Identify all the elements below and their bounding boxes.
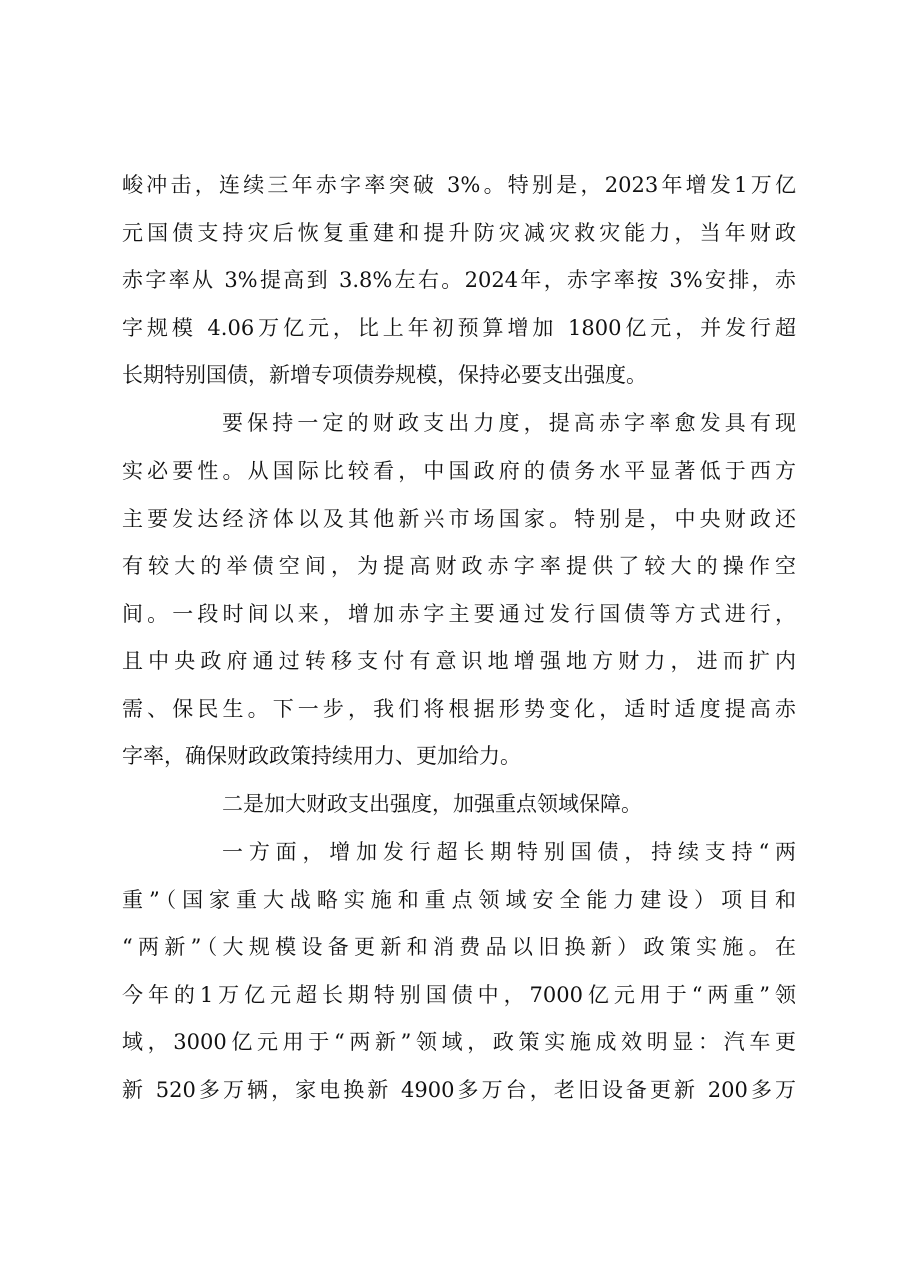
- paragraph-4-line-3: “两新”（大规模设备更新和消费品以旧换新）政策实施。在: [122, 935, 796, 959]
- paragraph-1-line-5: 长期特别国债，新增专项债券规模，保持必要支出强度。: [122, 363, 647, 387]
- paragraph-4-line-4: 今年的1万亿元超长期特别国债中，7000亿元用于“两重”领: [122, 983, 796, 1007]
- paragraph-1-line-1: 峻冲击，连续三年赤字率突破 3%。特别是，2023年增发1万亿: [122, 173, 796, 197]
- paragraph-2-line-4: 有较大的举债空间，为提高财政赤字率提供了较大的操作空: [122, 554, 796, 578]
- paragraph-2-line-5: 间。一段时间以来，增加赤字主要通过发行国债等方式进行，: [122, 602, 796, 626]
- paragraph-2-line-7: 需、保民生。下一步，我们将根据形势变化，适时适度提高赤: [122, 697, 796, 721]
- paragraph-4-line-1: 一方面，增加发行超长期特别国债，持续支持“两: [222, 840, 796, 864]
- paragraph-2-line-6: 且中央政府通过转移支付有意识地增强地方财力，进而扩内: [122, 649, 796, 673]
- paragraph-2-line-2: 实必要性。从国际比较看，中国政府的债务水平显著低于西方: [122, 459, 796, 483]
- paragraph-1-line-2: 元国债支持灾后恢复重建和提升防灾减灾救灾能力，当年财政: [122, 221, 796, 245]
- paragraph-1-line-3: 赤字率从 3%提高到 3.8%左右。2024年，赤字率按 3%安排，赤: [122, 268, 796, 292]
- paragraph-2-line-1: 要保持一定的财政支出力度，提高赤字率愈发具有现: [222, 411, 796, 435]
- paragraph-2-line-3: 主要发达经济体以及其他新兴市场国家。特别是，中央财政还: [122, 507, 796, 531]
- paragraph-2-line-8: 字率，确保财政政策持续用力、更加给力。: [122, 744, 521, 768]
- paragraph-4-line-2: 重”（国家重大战略实施和重点领域安全能力建设）项目和: [122, 888, 796, 912]
- paragraph-4-line-5: 域，3000亿元用于“两新”领域，政策实施成效明显：汽车更: [122, 1030, 796, 1054]
- paragraph-4-line-6: 新 520多万辆，家电换新 4900多万台，老旧设备更新 200多万: [122, 1078, 796, 1102]
- paragraph-1-line-4: 字规模 4.06万亿元，比上年初预算增加 1800亿元，并发行超: [122, 316, 796, 340]
- section-heading: 二是加大财政支出强度，加强重点领域保障。: [222, 792, 642, 816]
